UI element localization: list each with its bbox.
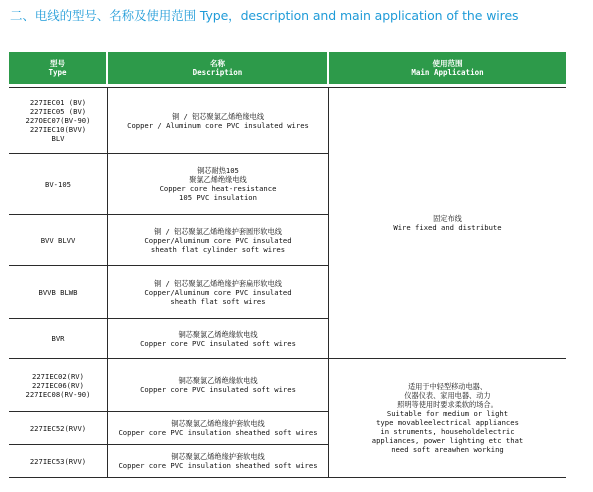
desc-line: Copper/Aluminum core PVC insulated <box>144 235 292 245</box>
header-type-en: Type <box>48 68 67 77</box>
header-type <box>9 52 106 84</box>
type-line: 227IEC53(RVV) <box>29 456 87 466</box>
type-line: 227IEC01 (BV) <box>29 98 87 107</box>
application-line: Suitable for medium or light <box>386 409 509 418</box>
row-6-description <box>108 359 328 411</box>
desc-line: Copper / Aluminum core PVC insulated wires <box>127 120 309 130</box>
desc-line: Copper core PVC insulation sheathed soft wires <box>118 461 318 470</box>
header-app-en: Main Application <box>411 68 484 77</box>
row-7-type <box>9 412 107 444</box>
desc-line: 铜芯聚氯乙烯绝缘软电线 <box>178 329 258 339</box>
type-line: 227IEC08(RV-90) <box>25 389 91 399</box>
type-line: 227IEC06(RV) <box>32 380 84 390</box>
desc-line: Copper core heat-resistance <box>159 184 277 193</box>
desc-line: Copper core PVC insulated soft wires <box>140 385 296 394</box>
type-line: BVV BLVV <box>40 235 76 245</box>
application-line: Wire fixed and distribute <box>393 223 502 232</box>
row-5-description <box>108 319 328 358</box>
row-5-type <box>9 319 107 358</box>
type-line: 227IEC52(RVV) <box>29 423 87 433</box>
application-line: in struments, householdelectric <box>380 427 515 436</box>
type-line: 227IEC05 (BV) <box>29 107 87 116</box>
application-fixed-wiring <box>329 88 566 358</box>
row-2-description <box>108 154 328 214</box>
application-line: type movableelectrical appliances <box>376 418 519 427</box>
type-line: BV-105 <box>45 179 71 189</box>
desc-line: Copper/Aluminum core PVC insulated <box>144 287 292 297</box>
desc-line: 铜芯聚氯乙烯绝缘护套软电线 <box>171 452 265 461</box>
row-1-type <box>9 88 107 153</box>
desc-line: 铜 / 铝芯聚氯乙烯绝缘电线 <box>171 111 265 121</box>
section-heading: 二、电线的型号、名称及使用范围 Type，description and main application of the wires <box>10 8 519 23</box>
desc-line: 铜芯聚氯乙烯绝缘软电线 <box>178 376 258 385</box>
application-line: 仪器仪表、家用电器、动力 <box>404 391 491 400</box>
row-1-description <box>108 88 328 153</box>
row-8-type <box>9 445 107 477</box>
row-4-description <box>108 266 328 318</box>
row-2-type <box>9 154 107 214</box>
header-desc-en: Description <box>192 68 243 77</box>
desc-line: 聚氯乙烯绝缘电线 <box>189 175 247 184</box>
desc-line: sheath flat cylinder soft wires <box>150 244 286 254</box>
header-description <box>108 52 327 84</box>
type-line: BLV <box>51 134 65 143</box>
row-8-description <box>108 445 328 477</box>
application-line: 照明等使用时要求柔软的场合。 <box>397 400 498 409</box>
desc-line: 铜 / 铝芯聚氯乙烯绝缘护套圆形软电线 <box>154 226 282 236</box>
desc-line: 铜芯聚氯乙烯绝缘护套软电线 <box>171 419 265 428</box>
type-line: 227OEC07(BV-90) <box>25 116 91 125</box>
type-line: BVR <box>51 334 65 343</box>
row-7-description <box>108 412 328 444</box>
desc-line: 铜 / 铝芯聚氯乙烯绝缘护套扁形软电线 <box>154 278 282 288</box>
type-line: 227IEC02(RV) <box>32 371 84 381</box>
row-3-type <box>9 215 107 265</box>
header-application <box>329 52 566 84</box>
desc-line: 105 PVC insulation <box>179 193 257 202</box>
application-line: 固定布线 <box>433 214 462 223</box>
type-line: 227IEC10(BVV) <box>29 125 87 134</box>
application-soft-wires <box>329 359 566 477</box>
rule-table-bottom <box>9 477 566 478</box>
desc-line: Copper core PVC insulated soft wires <box>140 338 296 348</box>
application-line: need soft areawhen working <box>391 445 504 454</box>
application-line: 适用于中轻型移动电器、 <box>407 382 488 391</box>
header-app-cn: 使用范围 <box>432 59 463 68</box>
desc-line: 铜芯耐热105 <box>197 166 239 175</box>
desc-line: sheath flat soft wires <box>170 296 266 306</box>
desc-line: Copper core PVC insulation sheathed soft wires <box>118 428 318 437</box>
row-3-description <box>108 215 328 265</box>
application-line: appliances, power lighting etc that <box>371 436 524 445</box>
row-6-type <box>9 359 107 411</box>
row-4-type <box>9 266 107 318</box>
type-line: BVVB BLWB <box>38 287 78 297</box>
header-desc-cn: 名称 <box>210 59 225 68</box>
header-type-cn: 型号 <box>50 59 65 68</box>
